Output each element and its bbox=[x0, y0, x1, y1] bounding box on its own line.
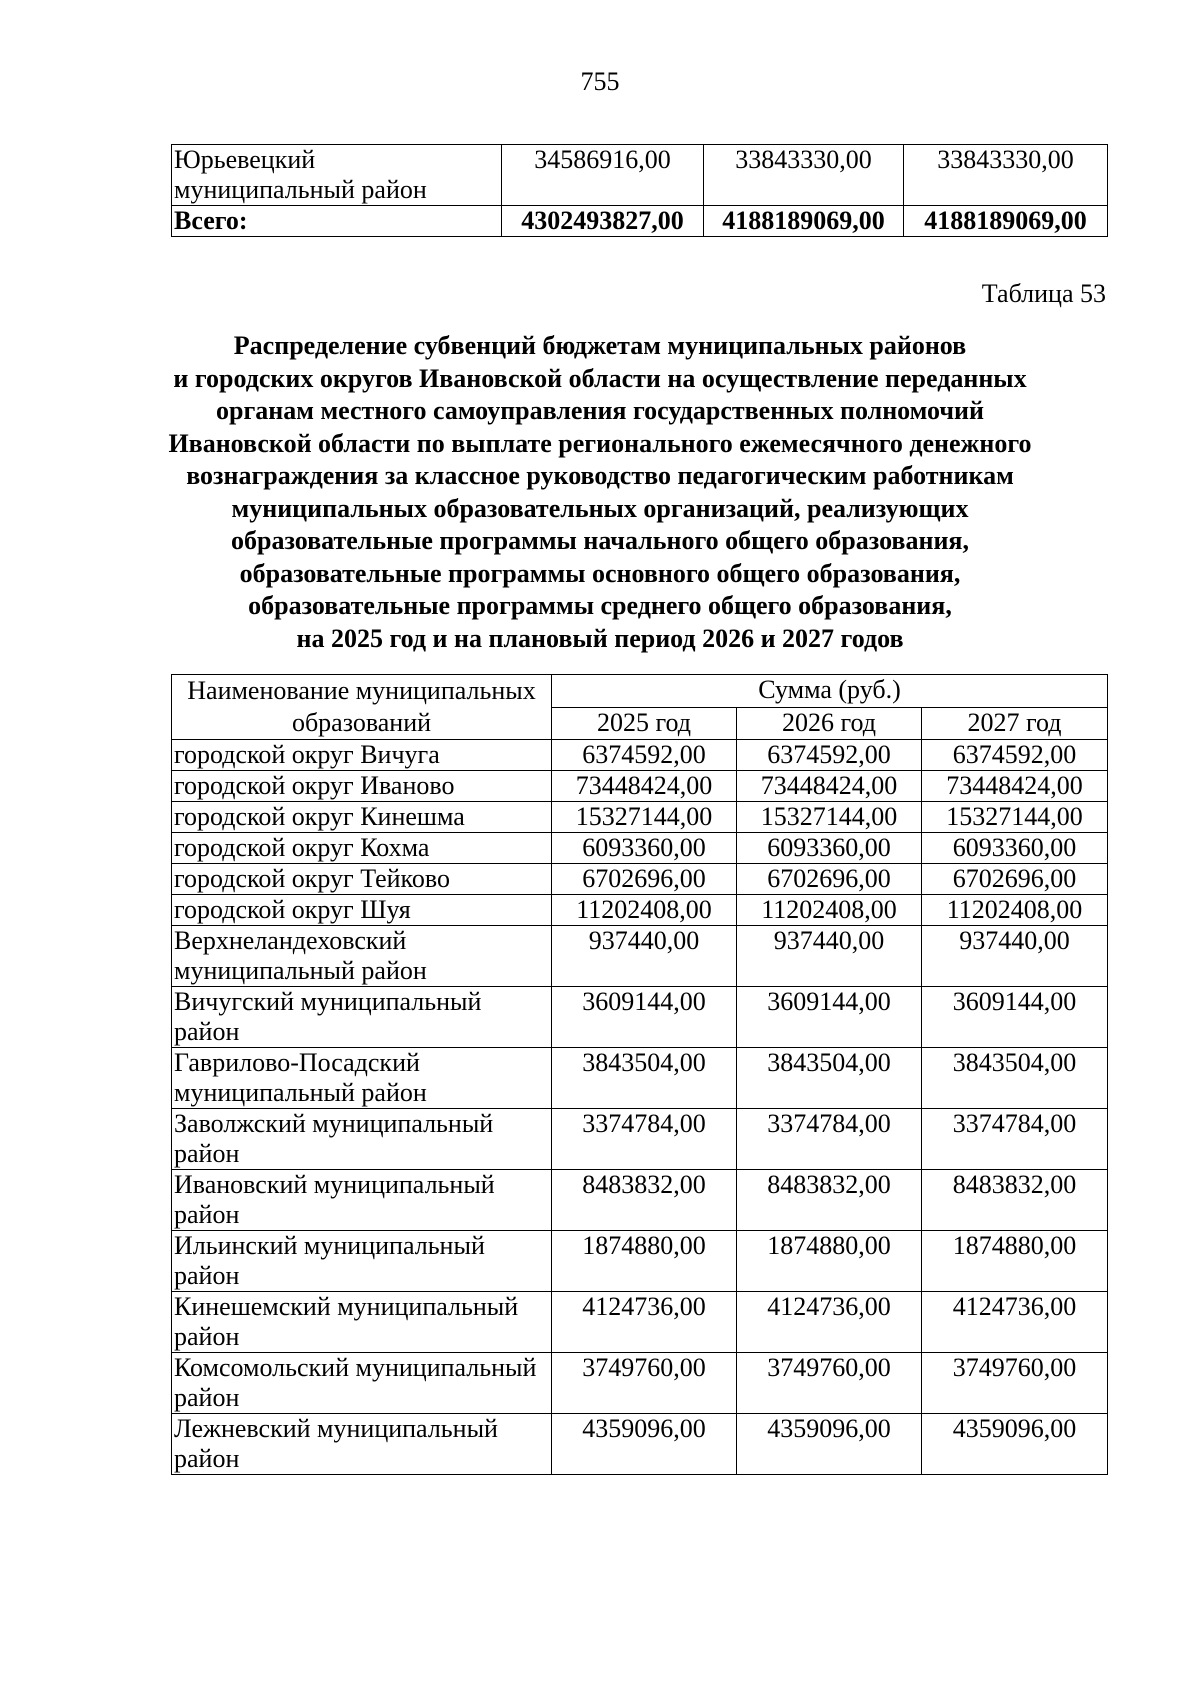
value-2025: 3609144,00 bbox=[552, 987, 737, 1048]
title-line: образовательные программы основного общего образования, bbox=[239, 558, 961, 588]
district-name: городской округ Кинешма bbox=[172, 802, 552, 833]
value-2027: 4359096,00 bbox=[922, 1414, 1108, 1475]
district-name: городской округ Вичуга bbox=[172, 740, 552, 771]
value-2027: 6093360,00 bbox=[922, 833, 1108, 864]
value-2025: 11202408,00 bbox=[552, 895, 737, 926]
value-2026: 4124736,00 bbox=[737, 1292, 922, 1353]
district-name: Кинешемский муниципальный район bbox=[172, 1292, 552, 1353]
total-2027: 4188189069,00 bbox=[904, 206, 1108, 237]
title-line: на 2025 год и на плановый период 2026 и 2027 годов bbox=[296, 623, 904, 653]
district-name: Заволжский муниципальный район bbox=[172, 1109, 552, 1170]
value-2025: 3749760,00 bbox=[552, 1353, 737, 1414]
district-name: Юрьевецкий муниципальный район bbox=[172, 145, 502, 206]
value-2026: 8483832,00 bbox=[737, 1170, 922, 1231]
value-2027: 6702696,00 bbox=[922, 864, 1108, 895]
table-row bbox=[172, 1353, 1108, 1414]
table-row bbox=[172, 1231, 1108, 1292]
value-2026: 73448424,00 bbox=[737, 771, 922, 802]
table-row bbox=[172, 833, 1108, 864]
subvention-table bbox=[171, 674, 1108, 1475]
table-row bbox=[172, 987, 1108, 1048]
header-year-2025: 2025 год bbox=[552, 707, 737, 740]
value-2025: 6702696,00 bbox=[552, 864, 737, 895]
value-2027: 937440,00 bbox=[922, 926, 1108, 987]
page-number: 755 bbox=[580, 67, 620, 96]
header-sum: Сумма (руб.) bbox=[552, 675, 1108, 708]
value-2026: 6093360,00 bbox=[737, 833, 922, 864]
district-name: Ивановский муниципальный район bbox=[172, 1170, 552, 1231]
total-row bbox=[172, 206, 1108, 237]
district-name: городской округ Шуя bbox=[172, 895, 552, 926]
district-name: Гаврилово-Посадский муниципальный район bbox=[172, 1048, 552, 1109]
value-2027: 15327144,00 bbox=[922, 802, 1108, 833]
table-row bbox=[172, 1109, 1108, 1170]
title-line: Распределение субвенций бюджетам муниципальных районов bbox=[233, 331, 967, 360]
table-caption: Таблица 53 bbox=[981, 279, 1106, 308]
table-row bbox=[172, 771, 1108, 802]
value-2025: 8483832,00 bbox=[552, 1170, 737, 1231]
district-name: Комсомольский муниципальный район bbox=[172, 1353, 552, 1414]
district-name: городской округ Тейково bbox=[172, 864, 552, 895]
value-2025: 4359096,00 bbox=[552, 1414, 737, 1475]
value-2027: 33843330,00 bbox=[904, 145, 1108, 206]
value-2025: 1874880,00 bbox=[552, 1231, 737, 1292]
header-row bbox=[172, 675, 1108, 708]
table-row bbox=[172, 145, 1108, 206]
title-line: органам местного самоуправления государственных полномочий bbox=[215, 396, 984, 425]
value-2027: 3749760,00 bbox=[922, 1353, 1108, 1414]
district-name: городской округ Кохма bbox=[172, 833, 552, 864]
value-2026: 3749760,00 bbox=[737, 1353, 922, 1414]
total-2025: 4302493827,00 bbox=[502, 206, 704, 237]
district-name: Вичугский муниципальный район bbox=[172, 987, 552, 1048]
value-2026: 3843504,00 bbox=[737, 1048, 922, 1109]
header-name-column: Наименование муниципальных образований bbox=[172, 675, 552, 740]
total-label: Всего: bbox=[172, 206, 502, 237]
title-line: образовательные программы среднего общего образования, bbox=[248, 591, 952, 620]
title-line: и городских округов Ивановской области на осуществление переданных bbox=[173, 363, 1027, 393]
table-row bbox=[172, 1048, 1108, 1109]
title-line: образовательные программы начального общего образования, bbox=[230, 526, 969, 555]
table-row bbox=[172, 1414, 1108, 1475]
value-2027: 6374592,00 bbox=[922, 740, 1108, 771]
value-2025: 6374592,00 bbox=[552, 740, 737, 771]
header-year-2026: 2026 год bbox=[737, 707, 922, 740]
value-2027: 3374784,00 bbox=[922, 1109, 1108, 1170]
title-line: вознаграждения за классное руководство педагогическим работникам bbox=[186, 461, 1014, 490]
value-2025: 6093360,00 bbox=[552, 833, 737, 864]
value-2026: 3609144,00 bbox=[737, 987, 922, 1048]
value-2025: 4124736,00 bbox=[552, 1292, 737, 1353]
district-name: Лежневский муниципальный район bbox=[172, 1414, 552, 1475]
total-2026: 4188189069,00 bbox=[704, 206, 904, 237]
value-2025: 3843504,00 bbox=[552, 1048, 737, 1109]
value-2027: 73448424,00 bbox=[922, 771, 1108, 802]
value-2026: 1874880,00 bbox=[737, 1231, 922, 1292]
table-title bbox=[150, 330, 1050, 655]
district-name: Верхнеландеховский муниципальный район bbox=[172, 926, 552, 987]
district-name: городской округ Иваново bbox=[172, 771, 552, 802]
value-2026: 6374592,00 bbox=[737, 740, 922, 771]
value-2025: 937440,00 bbox=[552, 926, 737, 987]
value-2027: 8483832,00 bbox=[922, 1170, 1108, 1231]
value-2026: 11202408,00 bbox=[737, 895, 922, 926]
value-2025: 73448424,00 bbox=[552, 771, 737, 802]
value-2025: 34586916,00 bbox=[502, 145, 704, 206]
district-name: Ильинский муниципальный район bbox=[172, 1231, 552, 1292]
title-line: Ивановской области по выплате регионального ежемесячного денежного bbox=[168, 428, 1032, 458]
value-2027: 1874880,00 bbox=[922, 1231, 1108, 1292]
value-2026: 937440,00 bbox=[737, 926, 922, 987]
value-2026: 33843330,00 bbox=[704, 145, 904, 206]
value-2026: 4359096,00 bbox=[737, 1414, 922, 1475]
table-row bbox=[172, 802, 1108, 833]
previous-table bbox=[171, 144, 1108, 237]
value-2027: 3843504,00 bbox=[922, 1048, 1108, 1109]
value-2026: 6702696,00 bbox=[737, 864, 922, 895]
value-2026: 3374784,00 bbox=[737, 1109, 922, 1170]
title-line: муниципальных образовательных организаций, реализующих bbox=[231, 493, 969, 523]
value-2025: 3374784,00 bbox=[552, 1109, 737, 1170]
table-row bbox=[172, 1170, 1108, 1231]
value-2026: 15327144,00 bbox=[737, 802, 922, 833]
table-row bbox=[172, 864, 1108, 895]
table-row bbox=[172, 895, 1108, 926]
header-year-2027: 2027 год bbox=[922, 707, 1108, 740]
table-row bbox=[172, 926, 1108, 987]
table-row bbox=[172, 740, 1108, 771]
value-2027: 4124736,00 bbox=[922, 1292, 1108, 1353]
value-2025: 15327144,00 bbox=[552, 802, 737, 833]
value-2027: 11202408,00 bbox=[922, 895, 1108, 926]
table-row bbox=[172, 1292, 1108, 1353]
value-2027: 3609144,00 bbox=[922, 987, 1108, 1048]
